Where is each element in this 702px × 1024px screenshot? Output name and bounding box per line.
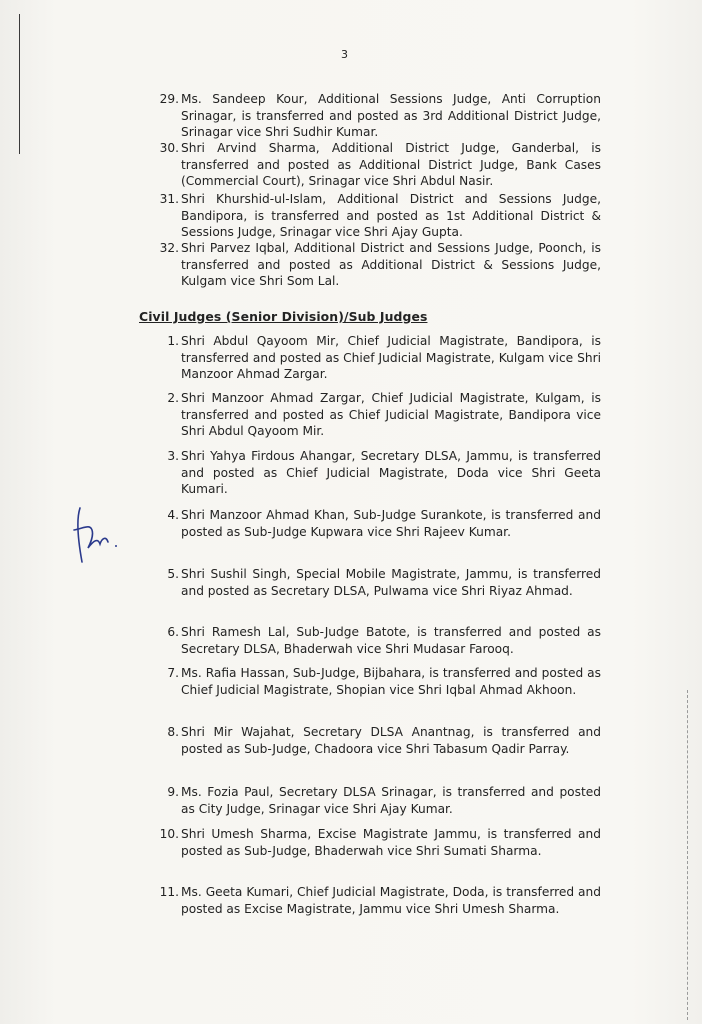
- item-text: Shri Yahya Firdous Ahangar, Secretary DLSA, Jammu, is transferred and posted as Chief Judicial Magistrate, Doda vice Shri Geeta Kumari.: [181, 449, 601, 497]
- item-text: Shri Sushil Singh, Special Mobile Magistrate, Jammu, is transferred and posted as Secretary DLSA, Pulwama vice Shri Riyaz Ahmad.: [181, 567, 601, 598]
- item-number: 9.: [167, 785, 179, 799]
- item-text: Shri Mir Wajahat, Secretary DLSA Anantnag, is transferred and posted as Sub-Judge, Chadoora vice Shri Tabasum Qadir Parray.: [181, 725, 601, 756]
- list-item: [159, 240, 601, 290]
- item-text: Ms. Fozia Paul, Secretary DLSA Srinagar, is transferred and posted as City Judge, Srinagar vice Shri Ajay Kumar.: [181, 785, 601, 816]
- item-number: 31.: [159, 192, 179, 206]
- item-text: Shri Abdul Qayoom Mir, Chief Judicial Magistrate, Bandipora, is transferred and posted as Chief Judicial Magistrate, Kulgam vice Shri Manzoor Ahmad Zargar.: [181, 334, 601, 382]
- page-number: 3: [341, 48, 348, 61]
- item-number: 10.: [159, 827, 179, 841]
- list-item: [159, 140, 601, 190]
- list-item: [167, 724, 601, 757]
- item-number: 11.: [159, 885, 179, 899]
- item-text: Shri Manzoor Ahmad Zargar, Chief Judicial Magistrate, Kulgam, is transferred and posted as Chief Judicial Magistrate, Bandipora vice Shri Abdul Qayoom Mir.: [181, 391, 601, 439]
- item-number: 1.: [167, 334, 179, 348]
- list-item: [159, 826, 601, 859]
- list-item: [159, 191, 601, 241]
- list-item: [167, 784, 601, 817]
- list-item: [167, 665, 601, 698]
- list-item: [167, 390, 601, 440]
- item-text: Ms. Rafia Hassan, Sub-Judge, Bijbahara, is transferred and posted as Chief Judicial Magistrate, Shopian vice Shri Iqbal Ahmad Akhoon.: [181, 666, 601, 697]
- section-heading: Civil Judges (Senior Division)/Sub Judges: [139, 309, 428, 324]
- item-text: Shri Manzoor Ahmad Khan, Sub-Judge Surankote, is transferred and posted as Sub-Judge Kupwara vice Shri Rajeev Kumar.: [181, 508, 601, 539]
- item-number: 2.: [167, 391, 179, 405]
- item-text: Ms. Sandeep Kour, Additional Sessions Judge, Anti Corruption Srinagar, is transferred and posted as 3rd Additional District Judge, Srinagar vice Shri Sudhir Kumar.: [181, 92, 601, 140]
- list-item: [167, 448, 601, 498]
- item-number: 29.: [159, 92, 179, 106]
- margin-dashed-line: [687, 690, 689, 1020]
- item-number: 4.: [167, 508, 179, 522]
- item-text: Ms. Geeta Kumari, Chief Judicial Magistrate, Doda, is transferred and posted as Excise Magistrate, Jammu vice Shri Umesh Sharma.: [181, 885, 601, 916]
- item-text: Shri Arvind Sharma, Additional District Judge, Ganderbal, is transferred and posted as Additional District Judge, Bank Cases (Commercial Court), Srinagar vice Shri Abdul Nasir.: [181, 141, 601, 189]
- list-item: [167, 333, 601, 383]
- signature-mark: [70, 500, 120, 580]
- list-item: [159, 884, 601, 917]
- item-number: 3.: [167, 449, 179, 463]
- item-number: 6.: [167, 625, 179, 639]
- item-number: 7.: [167, 666, 179, 680]
- item-number: 32.: [159, 241, 179, 255]
- list-item: [167, 566, 601, 599]
- margin-line: [19, 14, 20, 154]
- list-item: [167, 507, 601, 540]
- item-number: 5.: [167, 567, 179, 581]
- list-item: [159, 91, 601, 141]
- item-text: Shri Parvez Iqbal, Additional District and Sessions Judge, Poonch, is transferred and posted as Additional District & Sessions Judge, Kulgam vice Shri Som Lal.: [181, 241, 601, 289]
- item-text: Shri Umesh Sharma, Excise Magistrate Jammu, is transferred and posted as Sub-Judge, Bhaderwah vice Shri Sumati Sharma.: [181, 827, 601, 858]
- item-number: 30.: [159, 141, 179, 155]
- item-text: Shri Ramesh Lal, Sub-Judge Batote, is transferred and posted as Secretary DLSA, Bhaderwah vice Shri Mudasar Farooq.: [181, 625, 601, 656]
- item-text: Shri Khurshid-ul-Islam, Additional District and Sessions Judge, Bandipora, is transferred and posted as 1st Additional District & Sessions Judge, Srinagar vice Shri Ajay Gupta.: [181, 192, 601, 240]
- item-number: 8.: [167, 725, 179, 739]
- list-item: [167, 624, 601, 657]
